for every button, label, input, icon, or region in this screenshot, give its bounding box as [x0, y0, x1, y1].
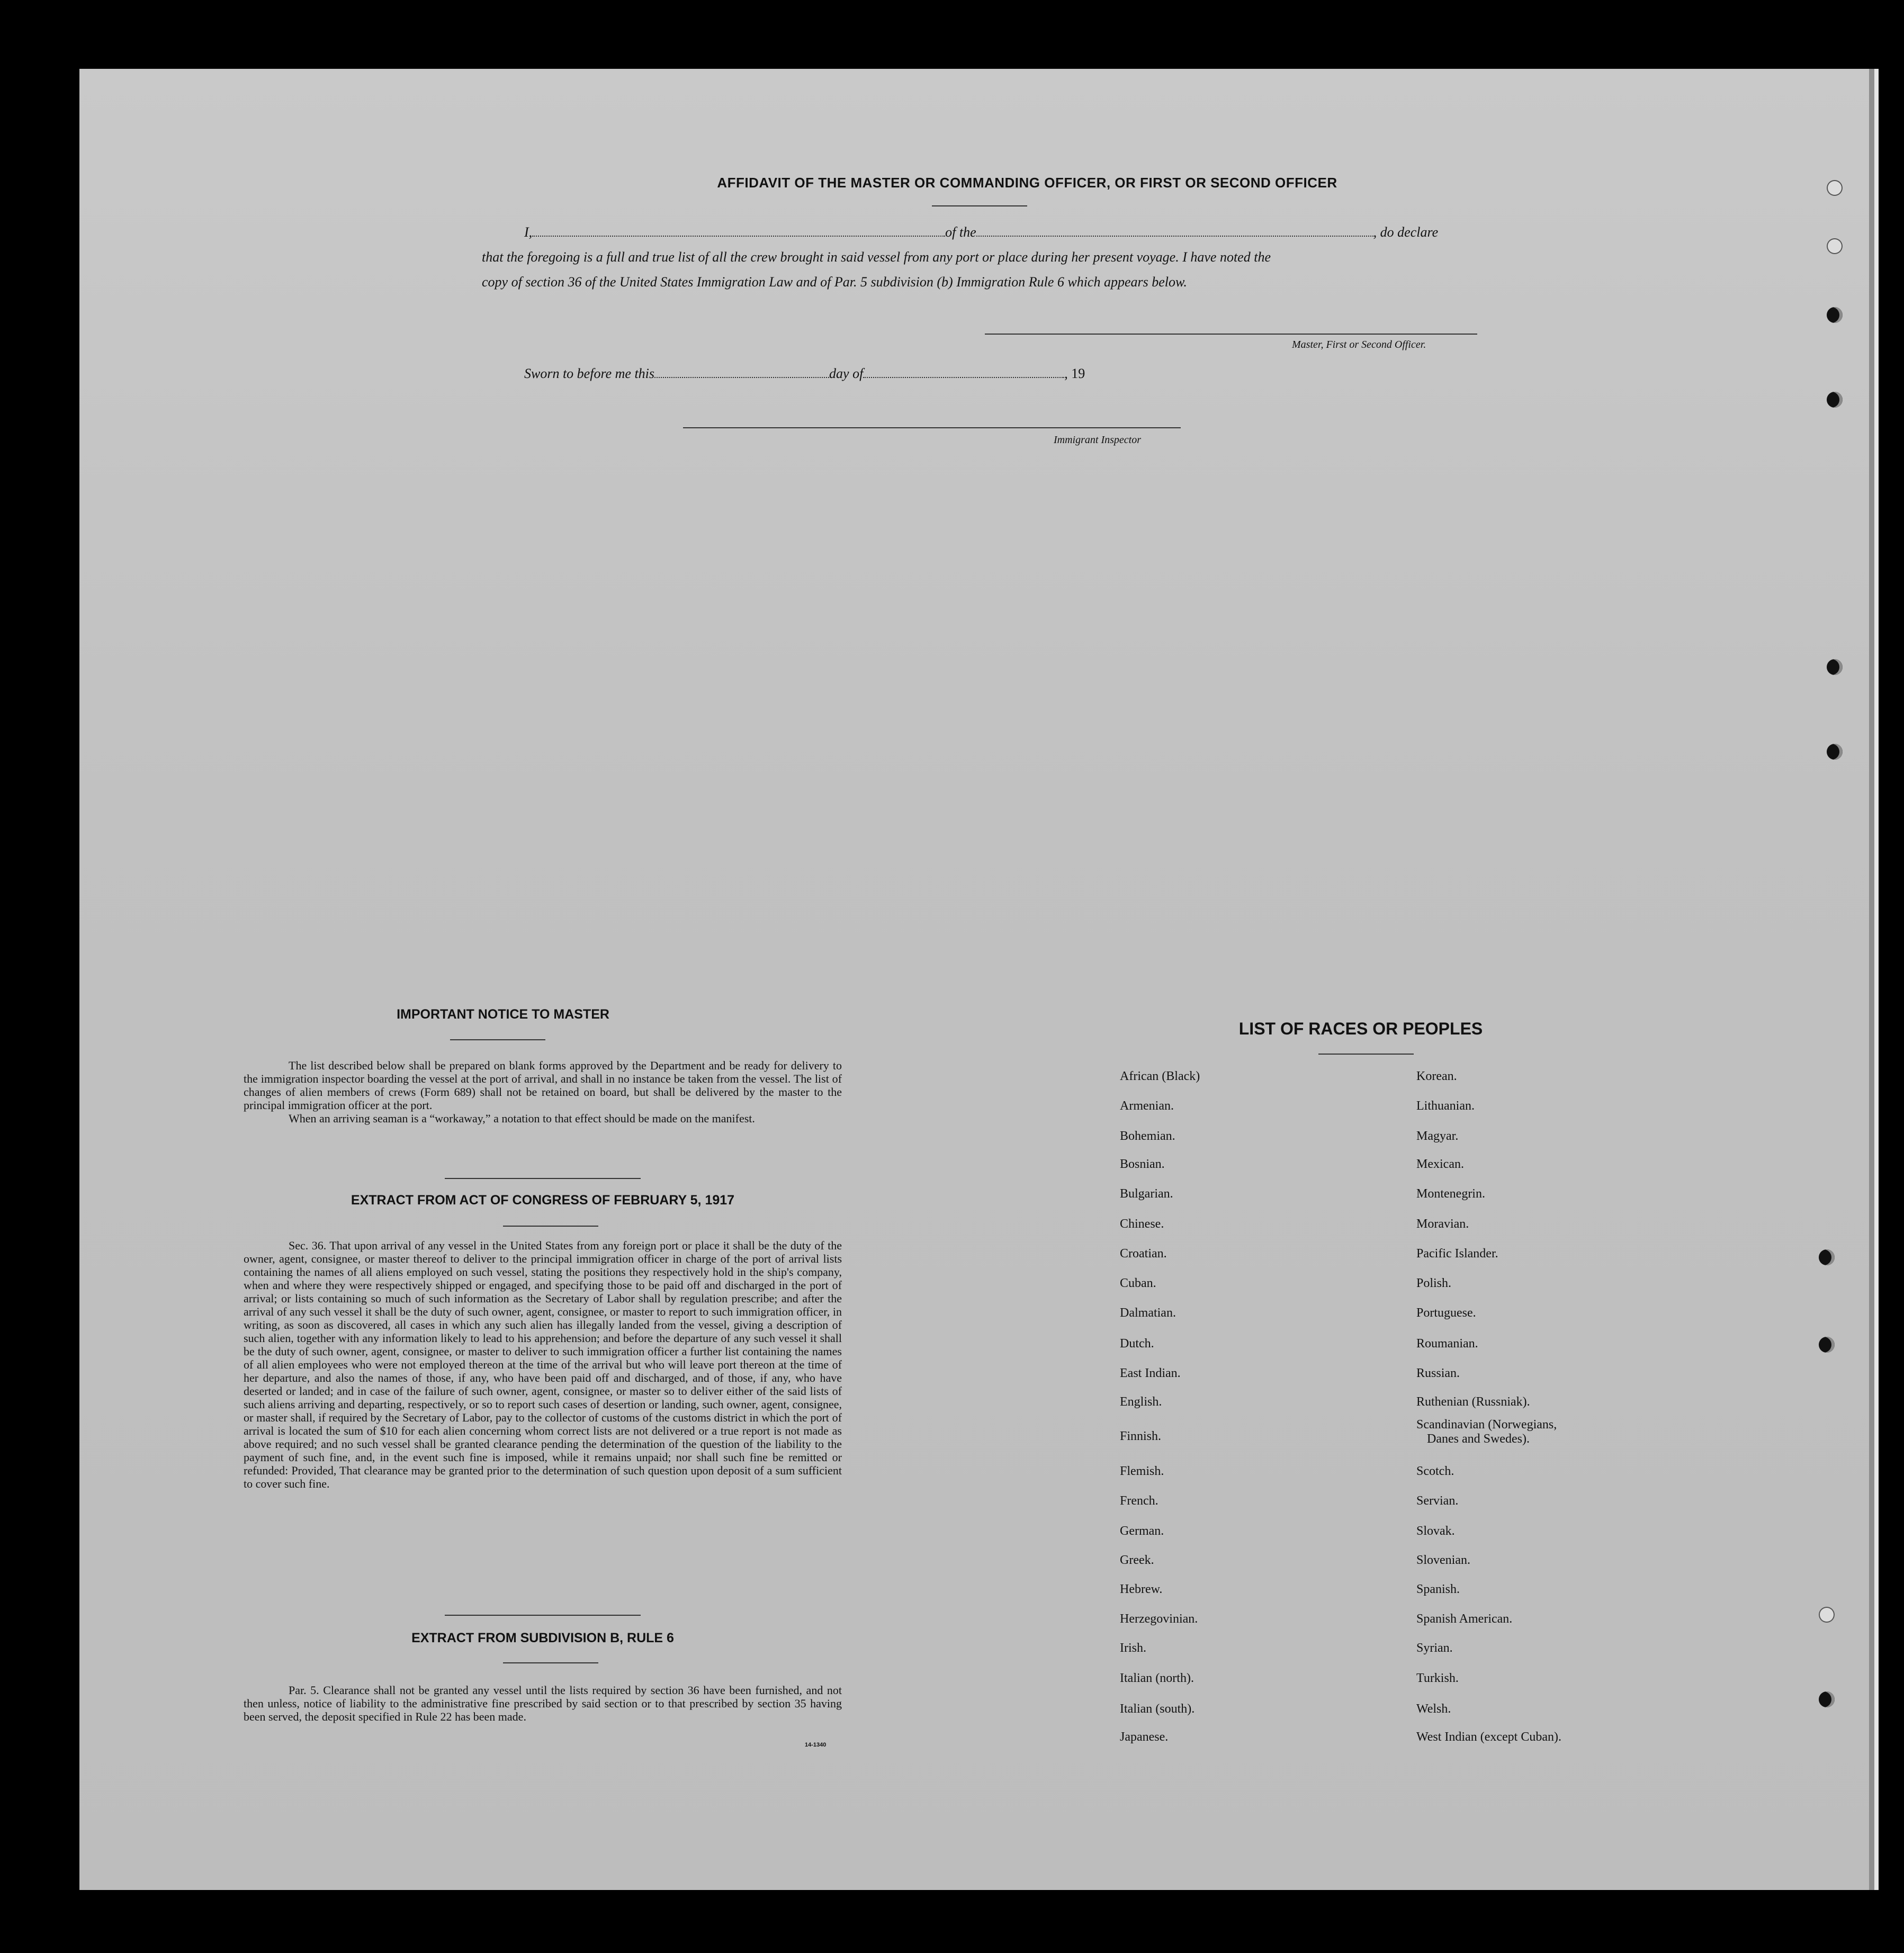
punch-hole — [1819, 1691, 1835, 1707]
race-item: Dalmatian. — [1120, 1306, 1176, 1320]
form-number: 14-1340 — [805, 1742, 827, 1748]
race-item: Finnish. — [1120, 1429, 1162, 1443]
vessel-blank[interactable] — [976, 224, 1373, 237]
notice-title: IMPORTANT NOTICE TO MASTER — [397, 1007, 609, 1022]
section-divider — [445, 1615, 641, 1616]
affidavit-title: AFFIDAVIT OF THE MASTER OR COMMANDING OFFICER, OR FIRST OR SECOND OFFICER — [717, 175, 1337, 191]
race-item: Polish. — [1416, 1276, 1452, 1290]
punch-hole — [1827, 238, 1843, 254]
notice-body — [244, 1059, 842, 1125]
race-item: Cuban. — [1120, 1276, 1156, 1290]
name-blank[interactable] — [532, 224, 945, 237]
race-item: Korean. — [1416, 1069, 1457, 1083]
notice-paragraph-2: When an arriving seaman is a “workaway,” a notation to that effect should be made on the manifest. — [289, 1112, 755, 1125]
rule-extract-title: EXTRACT FROM SUBDIVISION B, RULE 6 — [411, 1631, 674, 1645]
document-page — [79, 69, 1874, 1890]
inspector-signature-label: Immigrant Inspector — [1054, 434, 1141, 446]
day-of-label: day of — [829, 366, 864, 381]
rule-extract-divider — [503, 1662, 598, 1663]
race-item: Herzegovinian. — [1120, 1612, 1198, 1626]
punch-hole — [1819, 1607, 1835, 1623]
race-item: Croatian. — [1120, 1247, 1167, 1261]
race-item: German. — [1120, 1524, 1164, 1538]
race-item: Dutch. — [1120, 1337, 1154, 1351]
race-item: African (Black) — [1120, 1069, 1200, 1083]
race-item: Roumanian. — [1416, 1337, 1478, 1351]
punch-hole — [1827, 307, 1843, 323]
race-item: Bohemian. — [1120, 1129, 1175, 1143]
declaration-do-declare: , do declare — [1373, 224, 1439, 240]
declaration-line-2: that the foregoing is a full and true list of all the crew brought in said vessel from any port or place during her present voyage. I have noted the — [482, 249, 1271, 265]
master-signature-label: Master, First or Second Officer. — [1292, 339, 1426, 350]
punch-hole — [1819, 1337, 1835, 1353]
act-extract-text: Sec. 36. That upon arrival of any vessel in the United States from any foreign port or place it shall be the duty of the owner, agent, consignee, or master thereof to deliver to the principal immigration officer in charge of the port of arrival lists containing the names of all aliens employed on such vessel, stating the positions they respectively hold in the ship's company, when and where they were respectively shipped or engaged, and specifying those to be paid off and discharged in the port of arrival; or lists containing so much of such information as the Secretary of Labor shall by regulation prescribe; and after the arrival of any such vessel it shall be the duty of such owner, agent, consignee, or master to report to such immigration officer, in writing, as soon as discovered, all cases in which any such alien has illegally landed from the vessel, giving a description of such alien, together with any information likely to lead to his apprehension; and before the departure of any such vessel it shall be the duty of such owner, agent, consignee, or master to deliver to such immigration officer a further list containing the names of all alien employees who were not employed thereon at the time of the arrival but who will leave port thereon at the time of her departure, and also the names of those, if any, who have been paid off and discharged, and of those, if any, who have deserted or landed; and in case of the failure of such owner, agent, consignee, or master so to deliver either of the said lists of such aliens arriving and departing, respectively, or so to report such cases of desertion or landing, such owner, agent, consignee, or master shall, if required by the Secretary of Labor, pay to the collector of customs of the customs district in which the port of arrival is located the sum of $10 for each alien concerning whom correct lists are not delivered or a true report is not made as above required; and no such vessel shall be granted clearance pending the determination of the question of the liability to the payment of such fine, and, in the event such fine is imposed, while it remains unpaid; nor shall such fine be remitted or refunded: Provided, That clearance may be granted prior to the determination of such question upon deposit of a sum sufficient to cover such fine. — [244, 1239, 842, 1490]
race-item: Italian (south). — [1120, 1702, 1195, 1716]
act-extract-title: EXTRACT FROM ACT OF CONGRESS OF FEBRUARY 5, 1917 — [351, 1193, 735, 1208]
race-item: Syrian. — [1416, 1641, 1453, 1655]
sworn-label: Sworn to before me this — [524, 366, 655, 381]
rule-extract-text: Par. 5. Clearance shall not be granted any vessel until the lists required by section 36 have been furnished, and not then unless, notice of liability to the administrative fine prescribed by said section or to that prescribed by section 35 having been served, the deposit specified in Rule 22 has been made. — [244, 1684, 842, 1723]
sworn-day-blank[interactable] — [654, 365, 829, 378]
race-item: Montenegrin. — [1416, 1187, 1485, 1201]
race-item: Slovenian. — [1416, 1553, 1470, 1567]
race-item: Magyar. — [1416, 1129, 1459, 1143]
master-signature-line[interactable] — [985, 334, 1477, 335]
race-item: Russian. — [1416, 1366, 1460, 1380]
race-item: West Indian (except Cuban). — [1416, 1730, 1561, 1744]
race-item: Spanish. — [1416, 1582, 1460, 1596]
affidavit-declaration — [482, 220, 1557, 294]
race-item: Pacific Islander. — [1416, 1247, 1498, 1261]
race-item: English. — [1120, 1395, 1162, 1409]
race-item: Slovak. — [1416, 1524, 1455, 1538]
race-item: Danes and Swedes). — [1427, 1432, 1530, 1446]
race-item: Mexican. — [1416, 1157, 1464, 1171]
race-item: Servian. — [1416, 1494, 1459, 1508]
inspector-signature-line[interactable] — [683, 427, 1181, 428]
notice-paragraph-1: The list described below shall be prepared on blank forms approved by the Department and be ready for delivery to the immigration inspector boarding the vessel at the port of arrival, and shall in no instance be taken from the vessel. The list of changes of alien members of crews (Form 689) shall not be retained on board, but shall be delivered by the master to the principal immigration officer at the port. — [244, 1059, 842, 1112]
punch-hole — [1827, 392, 1843, 408]
race-item: Armenian. — [1120, 1099, 1174, 1113]
race-item: Welsh. — [1416, 1702, 1451, 1716]
race-item: Bulgarian. — [1120, 1187, 1173, 1201]
race-item: East Indian. — [1120, 1366, 1181, 1380]
race-item: Ruthenian (Russniak). — [1416, 1395, 1530, 1409]
year-label: , 19 — [1064, 366, 1085, 381]
race-item: Italian (north). — [1120, 1671, 1194, 1685]
act-extract-divider — [503, 1226, 598, 1227]
sworn-month-blank[interactable] — [863, 365, 1064, 378]
punch-hole — [1827, 180, 1843, 196]
race-item: Spanish American. — [1416, 1612, 1513, 1626]
race-item: Chinese. — [1120, 1217, 1164, 1231]
act-extract-body — [244, 1239, 842, 1490]
notice-divider — [450, 1039, 545, 1040]
punch-hole — [1827, 744, 1843, 760]
title-divider — [932, 205, 1027, 206]
sworn-line — [524, 365, 1085, 382]
race-item: Irish. — [1120, 1641, 1146, 1655]
races-title: LIST OF RACES OR PEOPLES — [1238, 1019, 1483, 1038]
section-divider — [445, 1178, 641, 1179]
race-item: Scotch. — [1416, 1464, 1454, 1478]
race-item: Lithuanian. — [1416, 1099, 1475, 1113]
punch-hole — [1827, 659, 1843, 675]
race-item: Hebrew. — [1120, 1582, 1163, 1596]
race-item: Turkish. — [1416, 1671, 1459, 1685]
race-item: Moravian. — [1416, 1217, 1469, 1231]
rule-extract-body — [244, 1684, 842, 1723]
punch-hole — [1819, 1249, 1835, 1265]
race-item: French. — [1120, 1494, 1158, 1508]
races-divider — [1318, 1054, 1414, 1055]
race-item: Japanese. — [1120, 1730, 1169, 1744]
declaration-of-the: of the — [945, 224, 976, 240]
race-item: Flemish. — [1120, 1464, 1164, 1478]
declaration-line-1 — [482, 220, 1557, 245]
race-item: Greek. — [1120, 1553, 1154, 1567]
declaration-line-3: copy of section 36 of the United States Immigration Law and of Par. 5 subdivision (b) Immigration Rule 6 which appears below. — [482, 274, 1187, 290]
race-item: Bosnian. — [1120, 1157, 1165, 1171]
race-item: Portuguese. — [1416, 1306, 1476, 1320]
declaration-i: I, — [524, 224, 533, 240]
race-item: Scandinavian (Norwegians, — [1416, 1418, 1557, 1432]
